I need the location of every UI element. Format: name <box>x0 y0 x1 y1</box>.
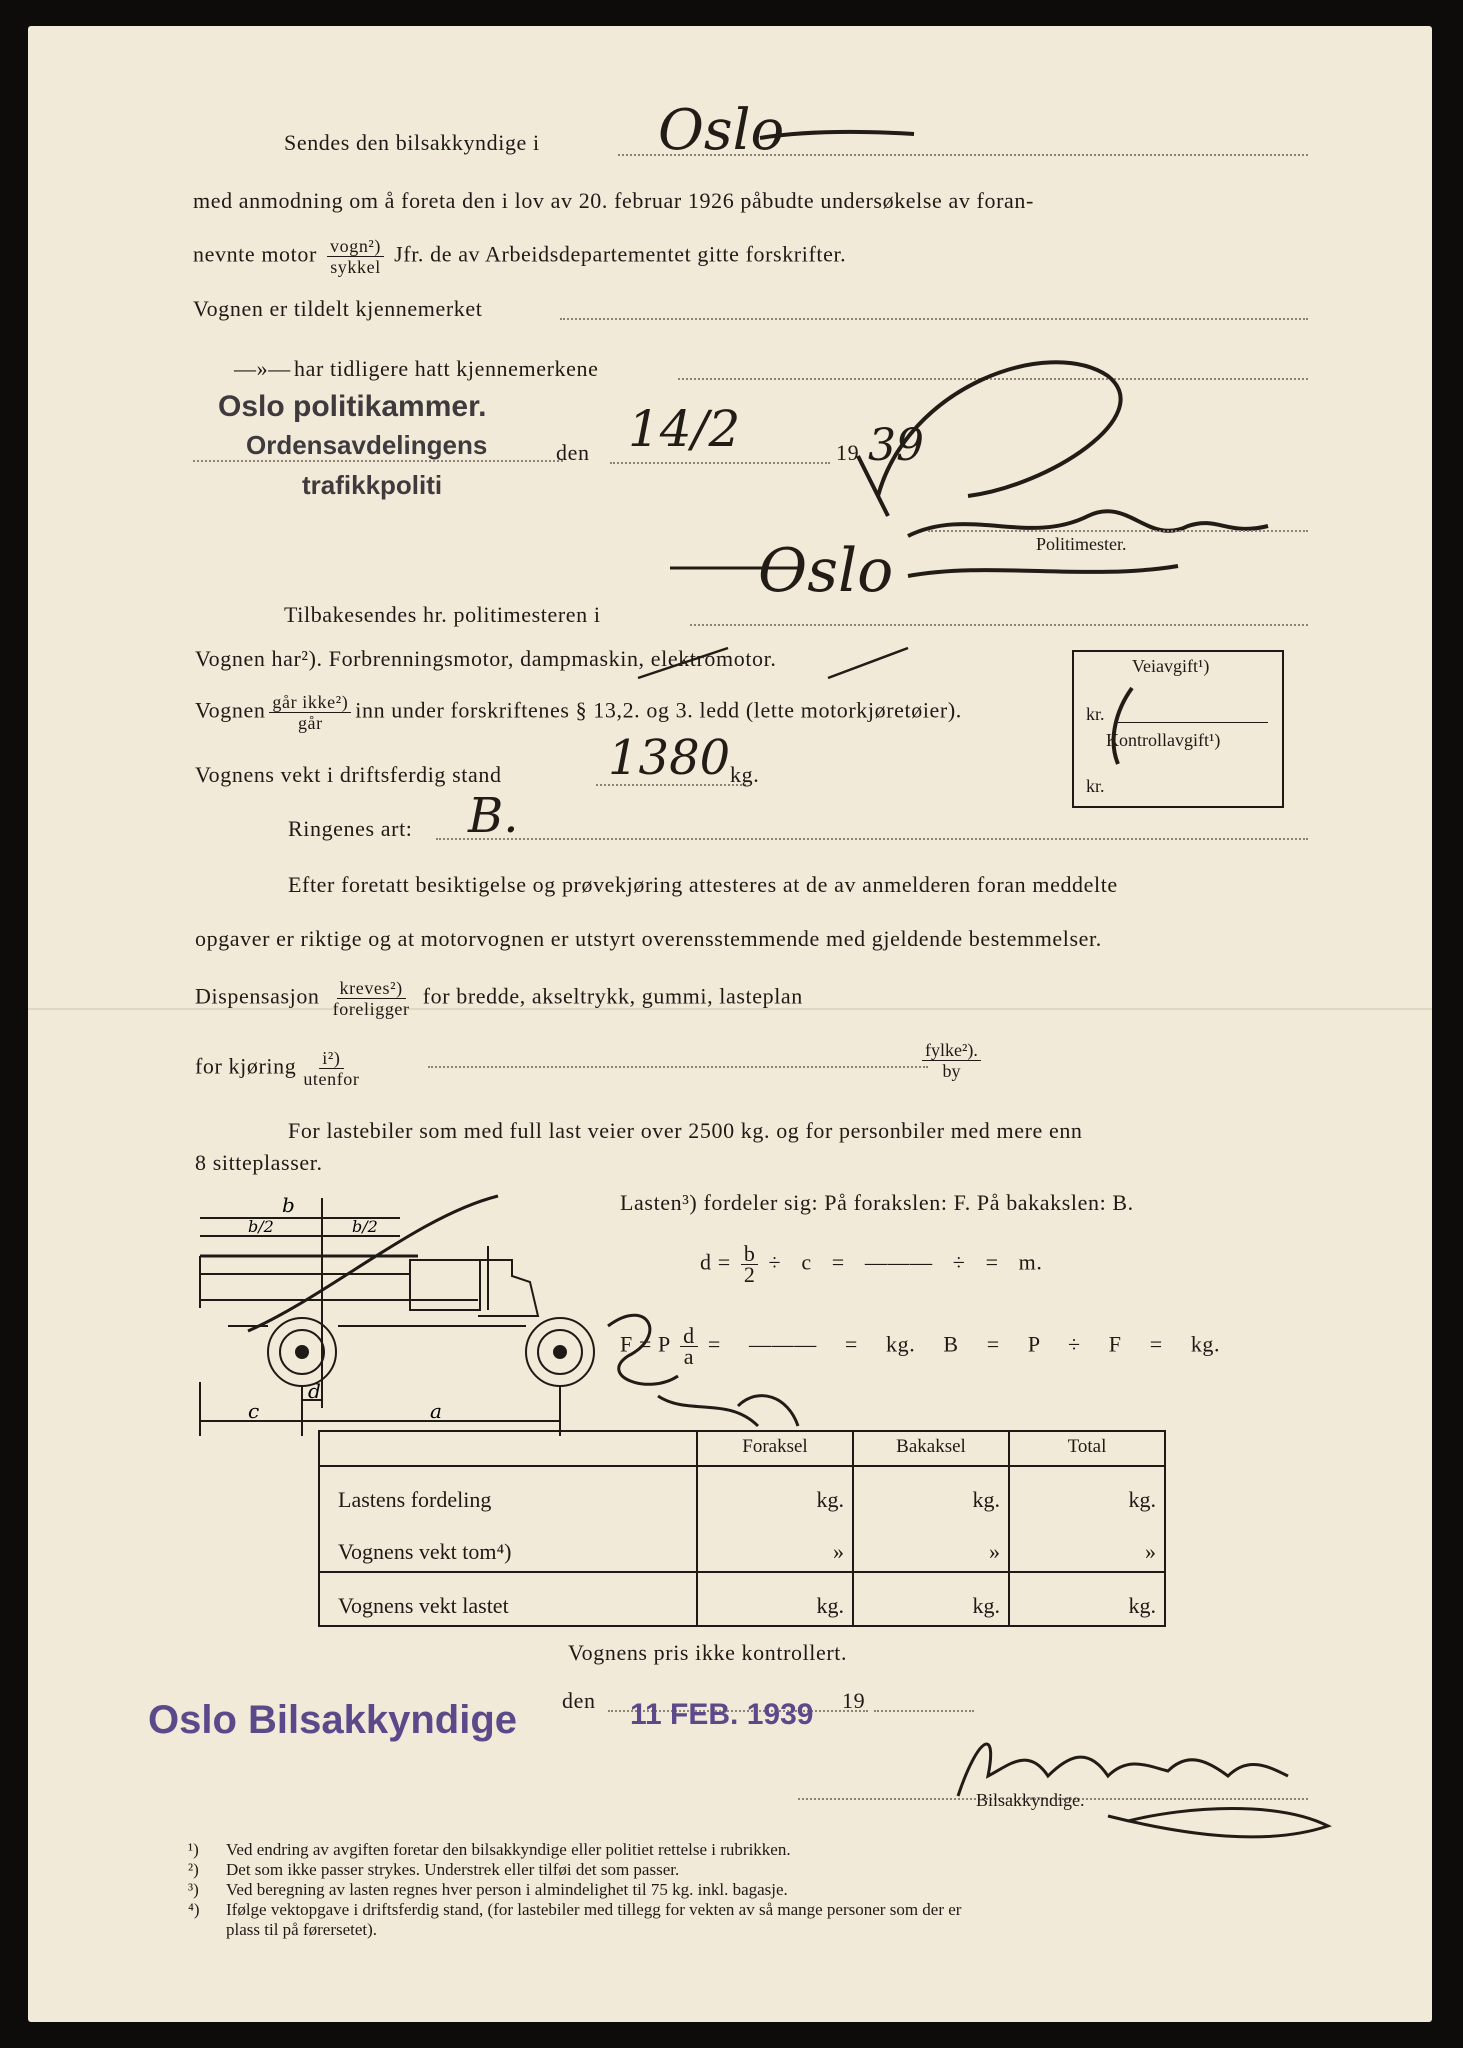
fee-kr-1: kr. <box>1086 704 1105 724</box>
fee-box <box>1072 650 1284 808</box>
engine-strikes <box>618 638 918 688</box>
footnote-mark: ³) <box>188 1880 199 1899</box>
politimester-label: Politimester. <box>1036 534 1127 554</box>
table-header-foraksel: Foraksel <box>697 1431 853 1466</box>
weight-handwritten: 1380 <box>608 730 731 786</box>
table-cell: » <box>697 1519 853 1572</box>
disp-pre: Dispensasjon <box>195 983 320 1009</box>
diagram-label-b-half-right: b/2 <box>352 1217 378 1236</box>
politimester-field <box>928 530 1308 532</box>
dispensasjon-line <box>195 978 803 1019</box>
vogn-fraction <box>327 236 384 277</box>
previous-marks-dash: —»— <box>234 356 291 381</box>
attest-line-2: opgaver er riktige og at motorvognen er utstyrt overensstemmende med gjeldende bestemmelser. <box>195 926 1102 951</box>
gaar-fraction <box>269 692 351 733</box>
footnote <box>188 1860 679 1880</box>
truck-diagram <box>188 1176 628 1436</box>
table-cell: » <box>853 1519 1009 1572</box>
table-row-label: Lastens fordeling <box>319 1466 697 1519</box>
bilsakkyndige-signature <box>928 1706 1338 1856</box>
fee-box-mark <box>1098 680 1158 770</box>
diagram-label-c: c <box>248 1399 260 1423</box>
table-cell: kg. <box>1009 1572 1165 1626</box>
load-table <box>318 1430 1166 1627</box>
table-cell: kg. <box>697 1572 853 1626</box>
footnote-text: plass til på førersetet). <box>226 1920 378 1939</box>
formula-d <box>700 1241 1043 1287</box>
gaar-num: går ikke²) <box>269 692 351 713</box>
footnote-text: Det som ikke passer strykes. Understrek eller tilføi det som passer. <box>226 1860 680 1879</box>
kjennemerket-field <box>560 318 1308 320</box>
footnote-mark: ²) <box>188 1860 199 1879</box>
weight-label: Vognens vekt i driftsferdig stand <box>195 762 502 787</box>
return-label: Tilbakesendes hr. politimesteren i <box>284 602 601 627</box>
formula-d-pre: d = <box>700 1249 731 1275</box>
police-stamp-line-3: trafikkpoliti <box>302 470 443 500</box>
regs-pre: Vognen <box>195 697 266 723</box>
table-cell: kg. <box>853 1572 1009 1626</box>
bottom-den-label: den <box>562 1688 596 1713</box>
formula-2: 2 <box>743 1262 756 1287</box>
formula-f-post: = ——— = kg. B = P ÷ F = kg. <box>707 1331 1221 1357</box>
formula-handwriting <box>588 1296 818 1446</box>
footnote <box>188 1900 961 1920</box>
table-cell: kg. <box>697 1466 853 1519</box>
footnote-text: Ved beregning av lasten regnes hver person i almindelighet til 75 kg. inkl. bagasje. <box>226 1880 788 1899</box>
table-header-total: Total <box>1009 1431 1165 1466</box>
bilsakkyndige-label: Bilsakkyndige. <box>976 1790 1085 1810</box>
police-stamp-line-2: Ordensavdelingens <box>246 430 488 460</box>
price-note: Vognens pris ikke kontrollert. <box>568 1640 848 1665</box>
formula-fd: d <box>680 1326 698 1347</box>
disp-post: for bredde, akseltrykk, gummi, lasteplan <box>422 983 803 1009</box>
gaar-den: går <box>297 713 323 733</box>
footnote-text: Ved endring av avgiften foretar den bilsakkyndige eller politiet rettelse i rubrikken. <box>226 1840 791 1859</box>
request-line-2 <box>193 236 846 277</box>
fylke-fraction <box>922 1040 981 1081</box>
request-line-2-pre: nevnte motor <box>193 241 317 267</box>
fylke-num: fylke²). <box>922 1040 981 1061</box>
trucks-line-1: For lastebiler som med full last veier over 2500 kg. og for personbiler med mere enn <box>288 1118 1083 1143</box>
footnote <box>188 1920 377 1940</box>
i-num: i²) <box>319 1048 343 1069</box>
kjoring-field <box>428 1066 928 1068</box>
return-city-handwritten: Oslo <box>758 536 894 606</box>
formula-d-post: ÷ c = ——— ÷ = m. <box>768 1249 1043 1275</box>
table-row <box>319 1466 1165 1519</box>
footnote-mark: ⁴) <box>188 1900 200 1919</box>
kreves-fraction <box>330 978 413 1019</box>
formula-f-pre: F = P <box>620 1331 671 1357</box>
bottom-year-prefix: 19 <box>842 1688 866 1713</box>
fee-kr-2: kr. <box>1086 776 1105 796</box>
table-row-label: Vognens vekt tom⁴) <box>319 1519 697 1572</box>
regs-line <box>195 692 962 733</box>
tires-label: Ringenes art: <box>288 816 413 841</box>
den-label: den <box>556 440 590 465</box>
kontrollavgift-label: Kontrollavgift¹) <box>1106 730 1221 750</box>
table-cell: » <box>1009 1519 1165 1572</box>
diagram-label-a: a <box>430 1399 442 1423</box>
diagram-label-b-half-left: b/2 <box>248 1217 274 1236</box>
year-handwritten: 39 <box>868 420 924 471</box>
document-page <box>28 26 1432 2022</box>
diagram-label-b: b <box>282 1193 295 1217</box>
table-row <box>319 1519 1165 1572</box>
date-handwritten: 14/2 <box>628 400 741 458</box>
kjoring-line <box>195 1048 367 1089</box>
kreves-num: kreves²) <box>337 978 406 999</box>
kreves-den: foreligger <box>332 999 410 1019</box>
vogn-num: vogn²) <box>327 236 384 257</box>
return-strike <box>668 558 808 578</box>
footnote <box>188 1840 791 1860</box>
table-header-bakaksel: Bakaksel <box>853 1431 1009 1466</box>
request-line-2-post: Jfr. de av Arbeidsdepartementet gitte forskrifter. <box>394 241 847 267</box>
previous-marks-label: har tidligere hatt kjennemerkene <box>294 356 599 381</box>
i-den: utenfor <box>303 1069 360 1089</box>
table-row <box>319 1572 1165 1626</box>
table-cell: kg. <box>1009 1466 1165 1519</box>
trucks-line-2: 8 sitteplasser. <box>195 1150 323 1175</box>
kjennemerket-label: Vognen er tildelt kjennemerket <box>193 296 483 321</box>
footnote <box>188 1880 788 1900</box>
request-line-1: med anmodning om å foreta den i lov av 20. februar 1926 påbudte undersøkelse av foran- <box>193 188 1034 213</box>
table-row-label: Vognens vekt lastet <box>319 1572 697 1626</box>
bilsakkyndige-stamp: Oslo Bilsakkyndige <box>148 1698 518 1742</box>
police-stamp-field <box>193 460 563 462</box>
veiavgift-label: Veiavgift¹) <box>1132 656 1210 676</box>
load-distribution: Lasten³) fordeler sig: På forakslen: F. På bakakslen: B. <box>620 1190 1134 1215</box>
police-signature <box>848 346 1288 606</box>
tires-field <box>436 838 1308 840</box>
footnote-text: Ifølge vektopgave i driftsferdig stand, (for lastebiler med tillegg for vekten av så mange personer som der er <box>226 1900 962 1919</box>
police-stamp-line-1: Oslo politikammer. <box>218 390 487 423</box>
attest-line-1: Efter foretatt besiktigelse og prøvekjøring attesteres at de av anmelderen foran meddelte <box>288 872 1118 897</box>
formula-b: b <box>741 1244 759 1265</box>
date-field <box>610 462 830 464</box>
tires-handwritten: B. <box>468 788 519 844</box>
fylke-den: by <box>942 1061 961 1081</box>
engine-line: Vognen har²). Forbrenningsmotor, dampmaskin, elektromotor. <box>195 646 777 671</box>
diagram-label-d: d <box>308 1379 321 1403</box>
table-cell: kg. <box>853 1466 1009 1519</box>
year-prefix: 19 <box>836 440 860 465</box>
fylke-fraction-wrap <box>918 1040 985 1081</box>
footnote-mark: ¹) <box>188 1840 199 1859</box>
regs-post: inn under forskriftenes § 13,2. og 3. ledd (lette motorkjøretøier). <box>355 697 962 723</box>
formula-b-fraction <box>741 1241 759 1287</box>
formula-fa: a <box>683 1344 695 1369</box>
return-city-field <box>690 624 1308 626</box>
date-stamp: 11 FEB. 1939 <box>630 1698 814 1731</box>
i-fraction <box>300 1048 362 1089</box>
send-city-underline <box>758 122 918 152</box>
send-label: Sendes den bilsakkyndige i <box>284 130 540 155</box>
vogn-den: sykkel <box>330 257 381 277</box>
weight-unit: kg. <box>730 762 760 787</box>
table-header-blank <box>319 1431 697 1466</box>
kjoring-pre: for kjøring <box>195 1053 297 1079</box>
send-city-handwritten: Oslo <box>658 98 785 163</box>
